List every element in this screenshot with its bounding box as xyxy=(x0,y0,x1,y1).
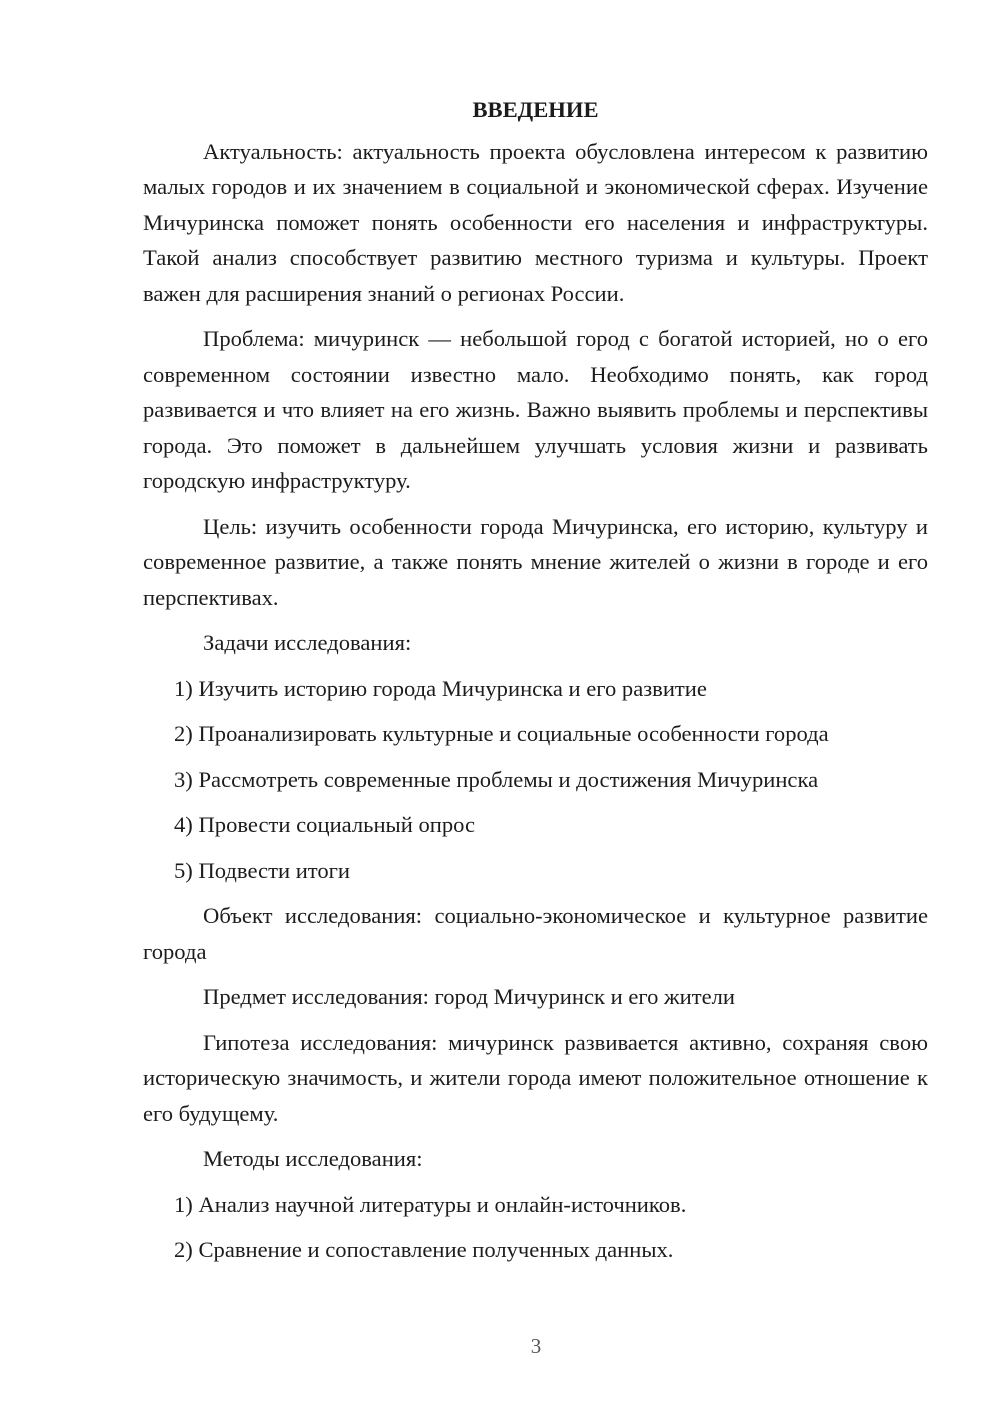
page-content xyxy=(143,92,928,1278)
list-item: 5) Подвести итоги xyxy=(174,857,351,883)
list-item: 2) Сравнение и сопоставление полученных данных. xyxy=(174,1237,674,1262)
section-heading: ВВЕДЕНИЕ xyxy=(472,97,599,122)
actuality-paragraph: Актуальность: актуальность проекта обусловлена интересом к развитию малых городов и их значением в социальной и экономической сферах. Изучение Мичуринска поможет понять особенности его населения и инфраструктуры. Такой анализ способствует развитию местного туризма и культуры. Проект важен для расширения знаний о регионах России. xyxy=(143,138,928,306)
object-paragraph: Объект исследования: социально-экономическое и культурное развитие города xyxy=(143,903,928,964)
list-item: 2) Проанализировать культурные и социальные особенности города xyxy=(174,721,829,746)
list-item: 1) Анализ научной литературы и онлайн-источников. xyxy=(174,1191,687,1217)
subject-paragraph: Предмет исследования: город Мичуринск и его жители xyxy=(203,984,735,1009)
list-item: 3) Рассмотреть современные проблемы и достижения Мичуринска xyxy=(174,766,819,792)
methods-list xyxy=(143,1187,928,1268)
methods-label: Методы исследования: xyxy=(203,1146,423,1171)
list-item: 4) Провести социальный опрос xyxy=(174,812,476,837)
tasks-list xyxy=(143,671,928,889)
page-number: 3 xyxy=(530,1334,542,1358)
tasks-label: Задачи исследования: xyxy=(203,630,412,655)
list-item: 1) Изучить историю города Мичуринска и его развитие xyxy=(174,675,707,701)
hypothesis-paragraph: Гипотеза исследования: мичуринск развивается активно, сохраняя свою историческую значимость, и жители города имеют положительное отношение к его будущему. xyxy=(143,1029,928,1126)
goal-paragraph: Цель: изучить особенности города Мичуринска, его историю, культуру и современное развитие, а также понять мнение жителей о жизни в городе и его перспективах. xyxy=(143,513,928,610)
problem-paragraph: Проблема: мичуринск — небольшой город с богатой историей, но о его современном состоянии известно мало. Необходимо понять, как город развивается и что влияет на его жизнь. Важно выявить проблемы и перспективы города. Это поможет в дальнейшем улучшать условия жизни и развивать городскую инфраструктуру. xyxy=(143,326,928,493)
